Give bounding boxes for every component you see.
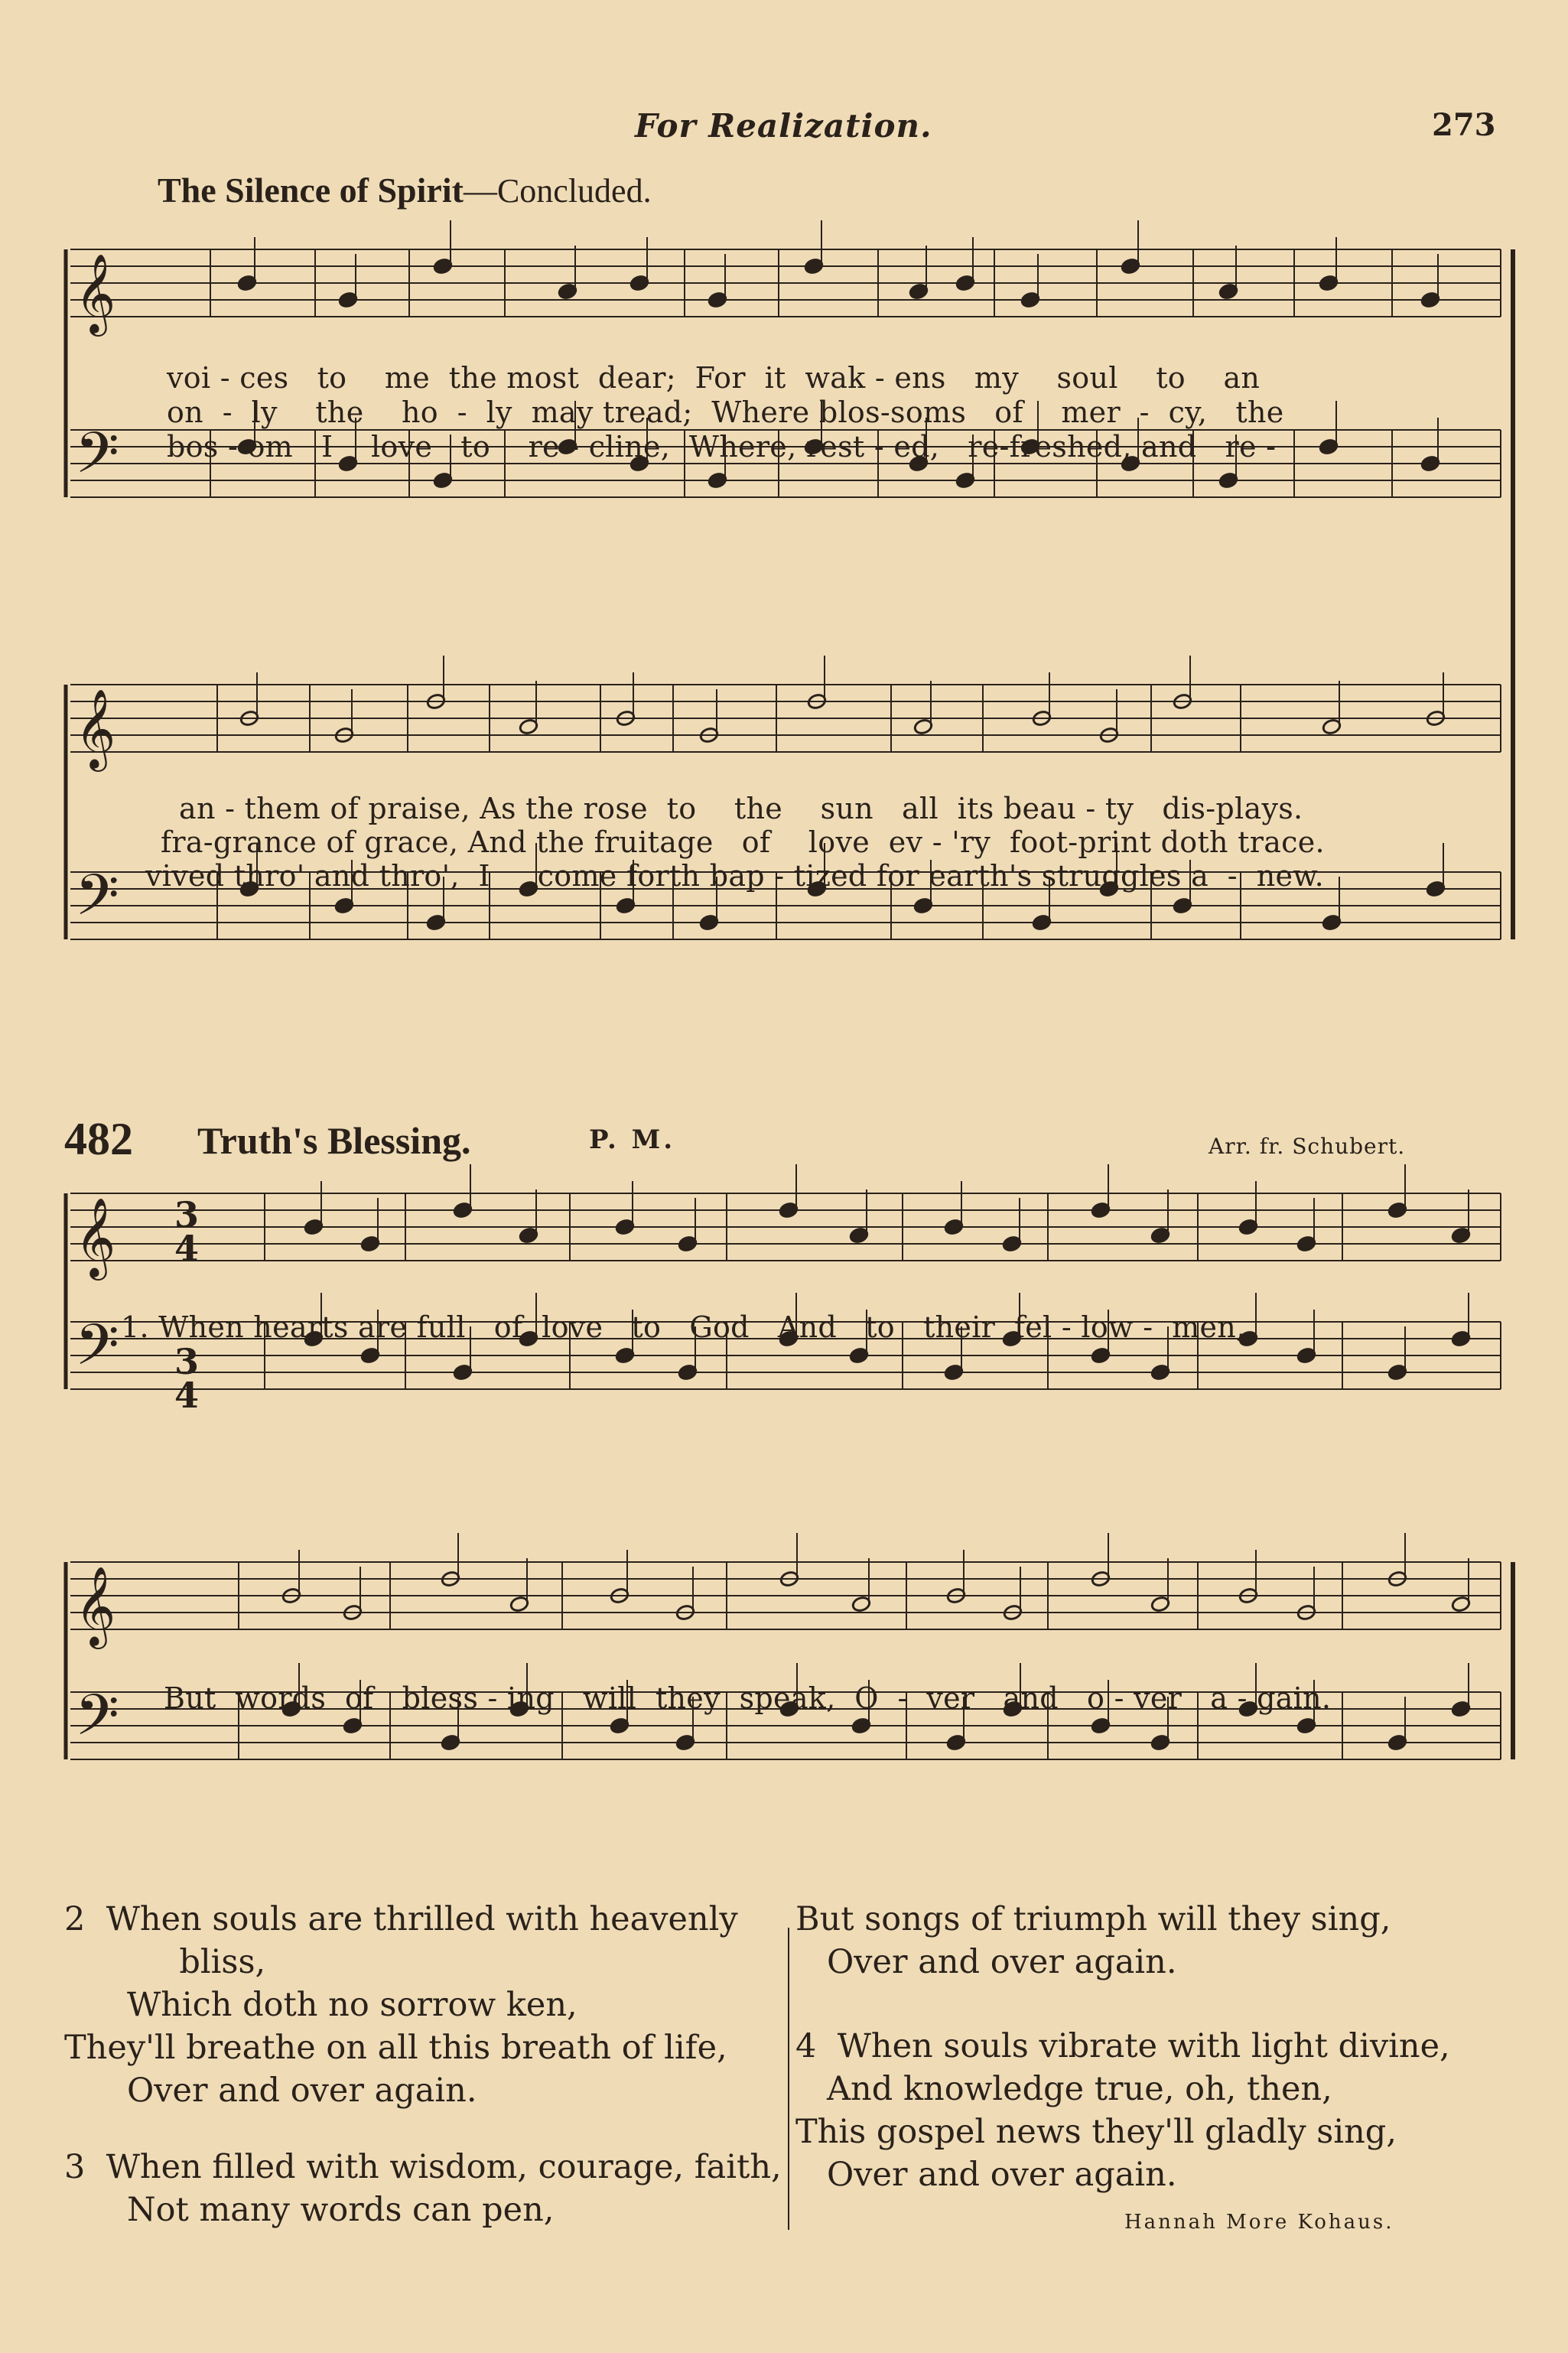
bass-clef-icon: 𝄢 (75, 1682, 119, 1762)
treble-clef-icon: 𝄞 (75, 253, 116, 334)
lyric-line: on - ly the ho - ly may tread; Where blos-soms of mer - cy, the (167, 395, 1284, 429)
arranger-credit: Arr. fr. Schubert. (1209, 1134, 1406, 1159)
lyric-line: bos - om I love to re - cline, Where, rest - ed, re-freshed, and re - (167, 430, 1277, 464)
verse-line: And knowledge true, oh, then, (795, 2070, 1332, 2108)
lyric-line: 1. When hearts are full of love to God And to their fel - low - men, (121, 1310, 1246, 1344)
verse-line: But songs of triumph will they sing, (795, 1900, 1391, 1938)
verse-line: Over and over again. (795, 1943, 1177, 1981)
hymn-meter: P. M. (589, 1124, 676, 1155)
verse-line: Over and over again. (795, 2156, 1177, 2194)
lyric-line: vived thro' and thro', I come forth bap - tized for earth's struggles a - new. (145, 859, 1324, 893)
lyric-line: But words of bless - ing will they speak, O - ver and o - ver a - gain. (164, 1681, 1332, 1715)
time-signature: 3 (174, 1194, 200, 1235)
treble-clef-icon: 𝄞 (75, 1197, 116, 1277)
verse-line: They'll breathe on all this breath of life, (64, 2029, 727, 2067)
verse-line: Not many words can pen, (64, 2191, 555, 2229)
page-number: 273 (1432, 107, 1496, 143)
treble-staff (70, 685, 1501, 752)
author-credit: Hannah More Kohaus. (1124, 2211, 1394, 2234)
lyric-line: voi - ces to me the most dear; For it wak - ens my soul to an (167, 361, 1261, 395)
verse-line: 3 When filled with wisdom, courage, faith, (64, 2148, 782, 2186)
bass-clef-icon: 𝄢 (75, 1312, 119, 1392)
hymn-title: Truth's Blessing. (197, 1119, 471, 1162)
lyric-line: an - them of praise, As the rose to the sun all its beau - ty dis-plays. (179, 792, 1303, 825)
treble-clef-icon: 𝄞 (75, 1566, 116, 1646)
bass-clef-icon: 𝄢 (75, 420, 119, 500)
time-signature: 4 (174, 1228, 200, 1269)
title-suffix: —Concluded. (463, 172, 652, 210)
title-text: The Silence of Spirit (158, 171, 464, 210)
treble-clef-icon: 𝄞 (75, 688, 116, 769)
time-signature: 4 (174, 1375, 200, 1416)
verse-line: Which doth no sorrow ken, (64, 1986, 577, 2024)
time-signature: 3 (174, 1341, 200, 1382)
hymn-number: 482 (64, 1114, 133, 1164)
verse-line: Over and over again. (64, 2071, 477, 2110)
verse-line: 4 When souls vibrate with light divine, (795, 2027, 1450, 2065)
column-divider (788, 1928, 789, 2230)
verse-line: 2 When souls are thrilled with heavenly (64, 1900, 738, 1938)
running-head: For Realization. (635, 107, 932, 145)
treble-staff (70, 1193, 1501, 1261)
verse-line: bliss, (64, 1943, 266, 1981)
verse-line: This gospel news they'll gladly sing, (795, 2113, 1397, 2151)
treble-staff (70, 249, 1501, 317)
lyric-line: fra-grance of grace, And the fruitage of love ev - 'ry foot-print doth trace. (161, 825, 1325, 859)
bass-clef-icon: 𝄢 (75, 862, 119, 942)
treble-staff (70, 1562, 1501, 1629)
